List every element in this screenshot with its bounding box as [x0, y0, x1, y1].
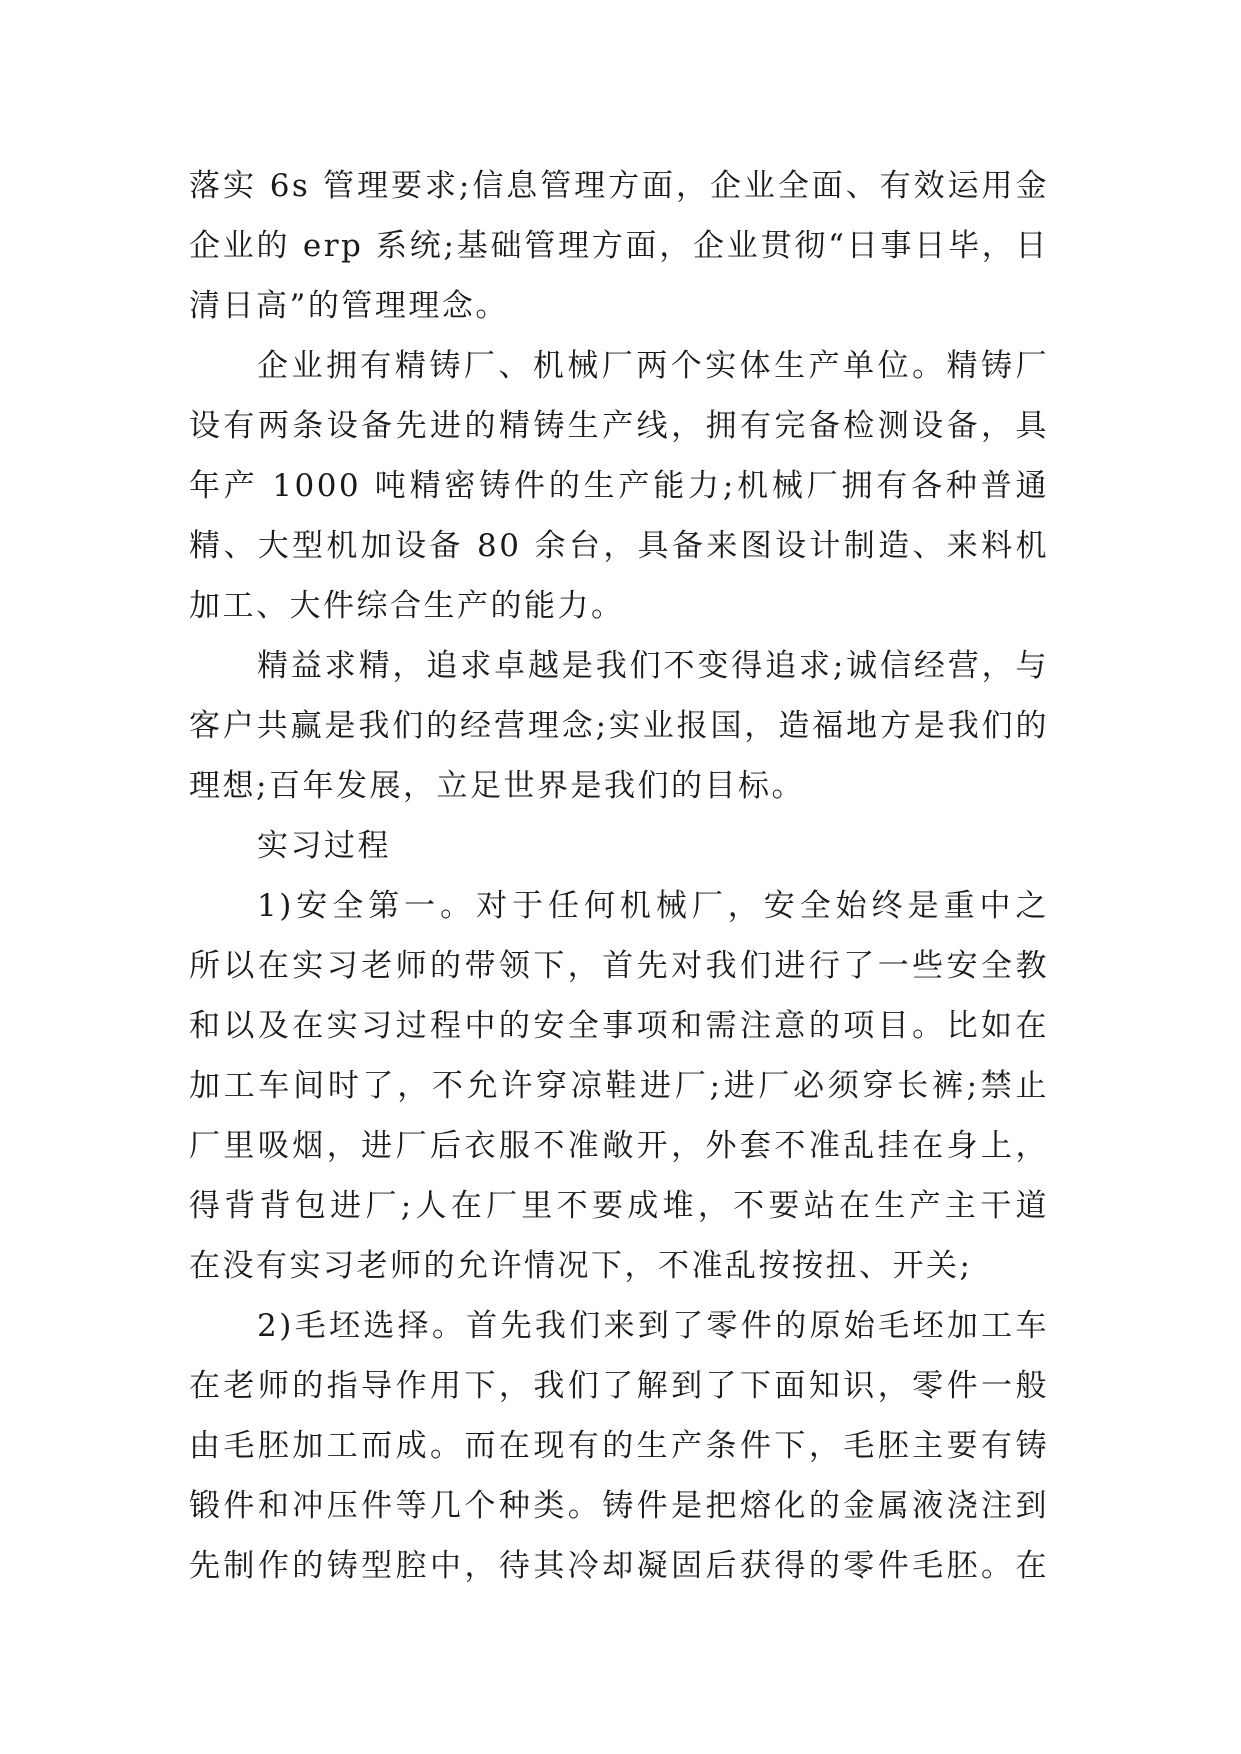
paragraph-first-line: 1)安全第一。对于任何机械厂，安全始终是重中之 [257, 888, 1049, 924]
text-line: 理想;百年发展，立足世界是我们的目标。 [189, 768, 805, 804]
text-line: 设有两条设备先进的精铸生产线，拥有完备检测设备，具 [189, 408, 1049, 444]
text-line: 加工、大件综合生产的能力。 [189, 588, 625, 624]
text-line: 先制作的铸型腔中，待其冷却凝固后获得的零件毛胚。在 [189, 1548, 1049, 1584]
section-heading: 实习过程 [257, 828, 391, 864]
text-line: 客户共赢是我们的经营理念;实业报国，造福地方是我们的 [189, 708, 1049, 744]
text-line: 落实 6s 管理要求;信息管理方面，企业全面、有效运用金 [189, 168, 1049, 204]
text-line: 加工车间时了，不允许穿凉鞋进厂;进厂必须穿长裤;禁止 [189, 1068, 1049, 1104]
text-line: 锻件和冲压件等几个种类。铸件是把熔化的金属液浇注到 [189, 1488, 1049, 1524]
text-line: 和以及在实习过程中的安全事项和需注意的项目。比如在 [189, 1008, 1049, 1044]
text-line: 年产 1000 吨精密铸件的生产能力;机械厂拥有各种普通 [189, 468, 1049, 504]
text-line: 厂里吸烟，进厂后衣服不准敞开，外套不准乱挂在身上， [189, 1128, 1049, 1164]
text-line: 精、大型机加设备 80 余台，具备来图设计制造、来料机 [189, 528, 1049, 564]
text-line: 所以在实习老师的带领下，首先对我们进行了一些安全教 [189, 948, 1049, 984]
text-line: 企业的 erp 系统;基础管理方面，企业贯彻“日事日毕，日 [189, 228, 1049, 264]
text-line: 在没有实习老师的允许情况下，不准乱按按扭、开关; [189, 1248, 973, 1284]
paragraph-first-line: 企业拥有精铸厂、机械厂两个实体生产单位。精铸厂 [257, 348, 1049, 384]
document-body [189, 156, 1049, 1596]
text-line: 清日高”的管理理念。 [189, 288, 509, 324]
paragraph-first-line: 精益求精，追求卓越是我们不变得追求;诚信经营，与 [257, 648, 1049, 684]
text-line: 得背背包进厂;人在厂里不要成堆，不要站在生产主干道 [189, 1188, 1049, 1224]
text-line: 在老师的指导作用下，我们了解到了下面知识，零件一般 [189, 1368, 1049, 1404]
text-line: 由毛胚加工而成。而在现有的生产条件下，毛胚主要有铸 [189, 1428, 1049, 1464]
paragraph-first-line: 2)毛坯选择。首先我们来到了零件的原始毛坯加工车 [257, 1308, 1049, 1344]
